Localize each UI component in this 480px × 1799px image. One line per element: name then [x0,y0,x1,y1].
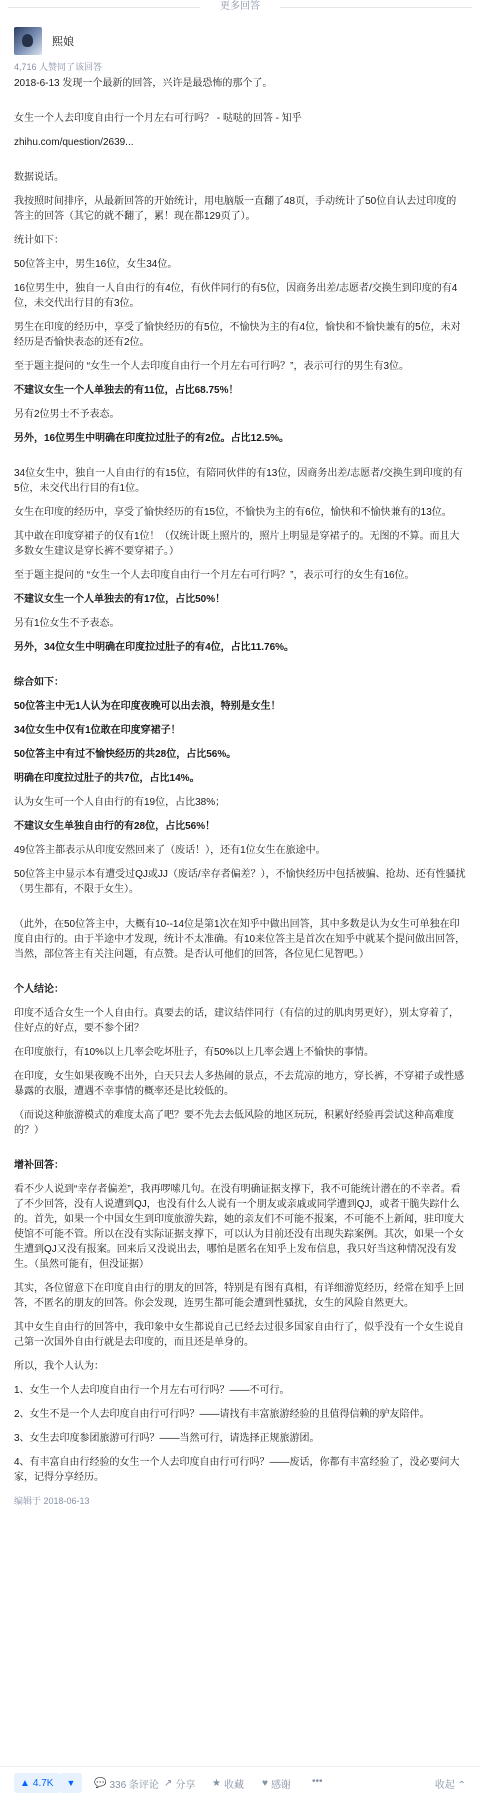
answer-paragraph: 其中女生自由行的回答中，我印象中女生都说自己已经去过很多国家自由行了，似乎没有一个女生说自己第一次国外自由行就是去印度的，而且还是单身的。 [14,1322,464,1348]
answer-paragraph: zhihu.com/question/2639... [14,137,134,148]
answer-paragraph: 女生在印度的经历中，享受了愉快经历的有15位，不愉快为主的有6位，愉快和不愉快兼有的13位。 [14,507,452,518]
answer-paragraph: 个人结论： [14,984,64,995]
more-button[interactable] [312,1776,323,1787]
answer-paragraph: 其中敢在印度穿裙子的仅有1位！（仅统计既上照片的，照片上明显是穿裙子的。无图的不算。而且大多数女生建议是穿长裤不要穿裙子。） [14,531,460,557]
thanks-button[interactable] [262,1776,291,1791]
answer-paragraph: 另外，16位男生中明确在印度拉过肚子的有2位。占比12.5%。 [14,433,290,444]
more-answers-label: 更多回答 [220,1,260,12]
answer-paragraph: 不建议女生一个人单独去的有17位，占比50%！ [14,594,226,605]
author-name[interactable]: 熙娘 [52,36,74,48]
heart-icon: ♥ [262,1778,268,1789]
answer-paragraph: 不建议女生一个人单独去的有11位，占比68.75%！ [14,385,239,396]
answer-paragraph: 49位答主都表示从印度安然回来了（废话！），还有1位女生在旅途中。 [14,845,326,856]
favorite-button[interactable] [212,1776,244,1791]
answer-paragraph: 1、女生一个人去印度自由行一个月左右可行吗？——不可行。 [14,1385,290,1396]
action-bar [0,1766,480,1799]
share-label: 分享 [175,1780,196,1791]
answer-paragraph: 50位答主中显示本有遭受过QJ或JJ（废话/幸存者偏差？），不愉快经历中包括被骗、抢劫、还有性骚扰（男生都有，不限于女生）。 [14,869,466,895]
answer-paragraph: 明确在印度拉过肚子的共7位，占比14%。 [14,773,200,784]
answer-paragraph: 认为女生可一个人自由行的有19位，占比38%； [14,797,226,808]
downvote-icon: ▼ [66,1778,76,1788]
answer-paragraph: 16位男生中，独自一人自由行的有4位，有伙伴同行的有5位，因商务出差/志愿者/交换生到印度的有4位，未交代出行目的有3位。 [14,283,458,309]
answer-paragraph: 至于题主提问的 “女生一个人去印度自由行一个月左右可行吗？”，表示可行的女生有16位。 [14,570,415,581]
answer-paragraph: （此外，在50位答主中，大概有10--14位是第1次在知乎中做出回答，其中多数是认为女生可单独在印度自由行的。由于半途中才发现，统计不太准确。有10来位答主是首次在知乎中就某个提问做出回答，当然，部位答主有关注问题，有点赞。是否认可他们的回答，各位见仁见智吧。） [14,919,466,960]
share-button[interactable] [164,1776,195,1791]
more-icon: ••• [312,1776,323,1787]
answer-paragraph: 综合如下： [14,677,64,688]
answer-paragraph: 印度不适合女生一个人自由行。真要去的话，建议结伴同行（有信的过的肌肉男更好），别太穿着了，住好点的好点，要不参个团？ [14,1008,459,1034]
vote-count-meta: 4,716 人赞同了该回答 [14,62,103,72]
upvote-count: 4.7K [32,1777,54,1789]
answer-paragraph: 在印度，女生如果夜晚不出外，白天只去人多热闹的景点，不去荒凉的地方，穿长裤，不穿裙子或性感暴露的衣服，遭遇不幸事情的概率还是比较低的。 [14,1071,464,1097]
answer-paragraph: 其实，各位留意下在印度自由行的朋友的回答，特别是有图有真相，有详细游览经历，经常在知乎上回答，不匿名的朋友的回答。你会发现，连男生都可能会遭到性骚扰，女生的风险自然更大。 [14,1283,464,1309]
avatar[interactable] [14,27,42,55]
answer-paragraph: 不建议女生单独自由行的有28位，占比56%！ [14,821,216,832]
collapse-label: 收起 [434,1780,455,1791]
answer-paragraph: 看不少人说到“幸存者偏差”，我再啰嗦几句。在没有明确证据支撑下，我不可能统计潜在的不幸者。看了不少回答，没有人说遭到QJ，也没有什么人说有一个朋友或亲戚或同学遭到QJ，或者干脆失踪什么的。首先，如果一个中国女生到印度旅游失踪，她的亲友们不可能不报案，不可能不上新闻，驻印度大使馆不可能不管。所以在没有实际证据支撑下，可以认为目前还没有出现失踪案例。其次，如果一个女生遭到QJ又没有报案。回来后又没说出去，哪怕是匿名在知乎上发布信息，我只好当这种情况没有发生。（虽然可能有，但没证据） [14,1184,464,1270]
upvote-icon: ▲ [20,1777,30,1789]
comment-label: 336 条评论 [109,1780,159,1791]
upvote-button[interactable] [14,1773,61,1793]
answer-paragraph: 另有2位男士不予表态。 [14,409,120,420]
answer-paragraph: 2018-6-13 发现一个最新的回答，兴许是最恐怖的那个了。 [14,78,273,89]
answer-paragraph: 至于题主提问的 “女生一个人去印度自由行一个月左右可行吗？”，表示可行的男生有3位。 [14,361,409,372]
divider-line-right [280,7,472,8]
answer-paragraph: 另外，34位女生中明确在印度拉过肚子的有4位，占比11.76%。 [14,642,295,653]
answer-paragraph: 50位答主中有过不愉快经历的共28位，占比56%。 [14,749,237,760]
star-icon: ★ [212,1778,221,1789]
chevron-up-icon: ⌃ [457,1780,466,1791]
answer-paragraph: 所以，我个人认为： [14,1361,104,1372]
favorite-label: 收藏 [223,1780,244,1791]
edited-date: 编辑于 2018-06-13 [14,1496,90,1506]
answer-paragraph: 统计如下： [14,235,64,246]
answer-paragraph: 34位女生中仅有1位敢在印度穿裙子！ [14,725,181,736]
answer-paragraph: 在印度旅行，有10%以上几率会吃坏肚子，有50%以上几率会遇上不愉快的事情。 [14,1047,375,1058]
comment-button[interactable] [94,1776,159,1791]
answer-paragraph: 男生在印度的经历中，享受了愉快经历的有5位，不愉快为主的有4位，愉快和不愉快兼有的5位，未对经历是否愉快表态的还有2位。 [14,322,461,348]
answer-paragraph: 增补回答： [14,1160,64,1171]
answer-paragraph: 50位答主中，男生16位，女生34位。 [14,259,178,270]
downvote-button[interactable] [60,1773,82,1793]
comment-icon: 💬 [94,1778,107,1789]
answer-paragraph: （而说这种旅游模式的难度太高了吧？要不先去去低风险的地区玩玩，积累好经验再尝试这种高难度的？） [14,1110,454,1136]
answer-paragraph: 女生一个人去印度自由行一个月左右可行吗？ - 哒哒的回答 - 知乎 [14,113,302,124]
author-info [14,27,454,55]
answer-paragraph: 2、女生不是一个人去印度自由行可行吗？——请找有丰富旅游经验的且值得信赖的驴友陪伴。 [14,1409,430,1420]
answer-paragraph: 3、女生去印度参团旅游可行吗？——当然可行，请选择正规旅游团。 [14,1433,320,1444]
share-icon: ↗ [164,1778,173,1789]
answer-paragraph: 4、有丰富自由行经验的女生一个人去印度自由行可行吗？——废话，你都有丰富经验了，没必要问大家，记得分享经历。 [14,1457,460,1483]
more-answers-divider [0,0,480,14]
thanks-label: 感谢 [270,1780,291,1791]
answer-paragraph: 数据说话。 [14,172,64,183]
collapse-button[interactable] [435,1776,466,1791]
answer-paragraph: 50位答主中无1人认为在印度夜晚可以出去浪，特别是女生！ [14,701,281,712]
answer-paragraph: 我按照时间排序，从最新回答的开始统计，用电脑版一直翻了48页，手动统计了50位自认去过印度的答主的回答（其它的就不翻了，累！现在都129页了）。 [14,196,457,222]
answer-content [14,76,466,1509]
answer-paragraph: 34位女生中，独自一人自由行的有15位，有陪同伙伴的有13位，因商务出差/志愿者/交换生到印度的有5位，未交代出行目的有1位。 [14,468,463,494]
answer-paragraph: 另有1位女生不予表态。 [14,618,120,629]
